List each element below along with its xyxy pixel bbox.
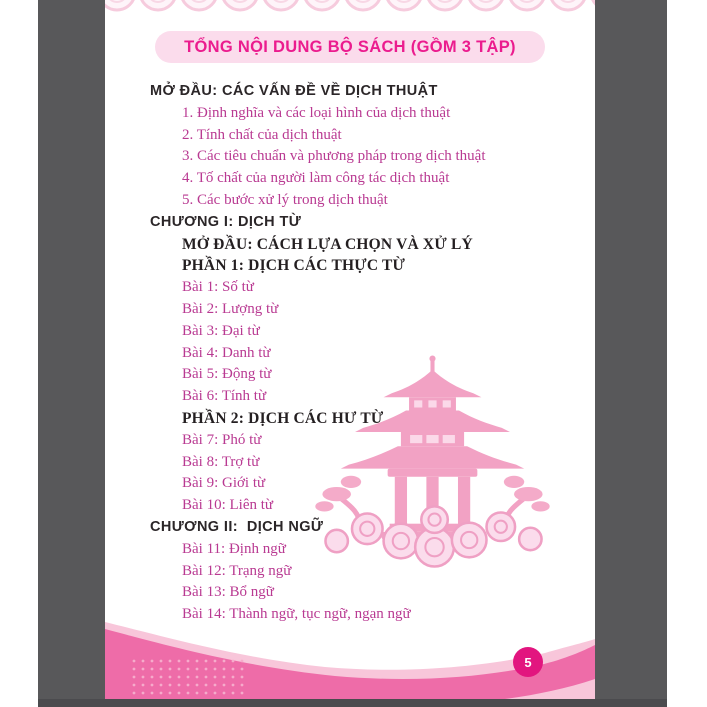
toc-entry-lesson: Bài 12: Trạng ngữ xyxy=(182,562,292,579)
toc-entry-chapter: MỞ ĐẦU: CÁC VẤN ĐỀ VỀ DỊCH THUẬT xyxy=(150,83,438,99)
toc-entry-lesson: Bài 5: Động từ xyxy=(182,366,272,383)
page-title-text: TỔNG NỘI DUNG BỘ SÁCH (GỒM 3 TẬP) xyxy=(184,37,516,56)
toc-entry-lesson: Bài 14: Thành ngữ, tục ngữ, ngạn ngữ xyxy=(182,606,411,623)
dot-pattern xyxy=(127,657,247,699)
toc-entry-lesson: 5. Các bước xử lý trong dịch thuật xyxy=(182,191,388,208)
table-of-contents xyxy=(105,81,595,626)
toc-entry-lesson: Bài 13: Bổ ngữ xyxy=(182,584,274,601)
toc-entry-lesson: Bài 6: Tính từ xyxy=(182,388,267,405)
toc-entry-chapter: CHƯƠNG II: DỊCH NGỮ xyxy=(150,518,324,535)
book-page xyxy=(105,0,595,699)
toc-entry-lesson: Bài 11: Định ngữ xyxy=(182,540,286,557)
toc-entry-section: PHẦN 2: DỊCH CÁC HƯ TỪ xyxy=(182,409,384,427)
toc-entry-lesson: 3. Các tiêu chuẩn và phương pháp trong dịch thuật xyxy=(182,148,486,165)
toc-entry-lesson: Bài 1: Số từ xyxy=(182,279,254,296)
toc-entry-section: MỞ ĐẦU: CÁCH LỰA CHỌN VÀ XỬ LÝ xyxy=(182,235,473,253)
toc-entry-lesson: Bài 10: Liên từ xyxy=(182,497,274,514)
toc-entry-lesson: Bài 3: Đại từ xyxy=(182,322,260,339)
toc-entry-lesson: Bài 8: Trợ từ xyxy=(182,453,260,470)
photo-background-bottom-strip xyxy=(38,699,667,707)
page-number: 5 xyxy=(524,654,532,670)
toc-entry-chapter: CHƯƠNG I: DỊCH TỪ xyxy=(150,213,302,230)
toc-entry-lesson: Bài 9: Giới từ xyxy=(182,475,266,492)
toc-entry-lesson: Bài 2: Lượng từ xyxy=(182,300,279,317)
toc-entry-section: PHẦN 1: DỊCH CÁC THỰC TỪ xyxy=(182,257,406,275)
toc-entry-lesson: 4. Tố chất của người làm công tác dịch thuật xyxy=(182,170,450,187)
toc-entry-lesson: 2. Tính chất của dịch thuật xyxy=(182,126,342,143)
page-title xyxy=(155,31,545,63)
toc-entry-lesson: Bài 4: Danh từ xyxy=(182,344,271,361)
page-number-badge xyxy=(513,647,543,677)
scallop-border-decoration xyxy=(105,0,595,24)
toc-entry-lesson: Bài 7: Phó từ xyxy=(182,431,262,448)
toc-entry-lesson: 1. Định nghĩa và các loại hình của dịch thuật xyxy=(182,104,451,121)
